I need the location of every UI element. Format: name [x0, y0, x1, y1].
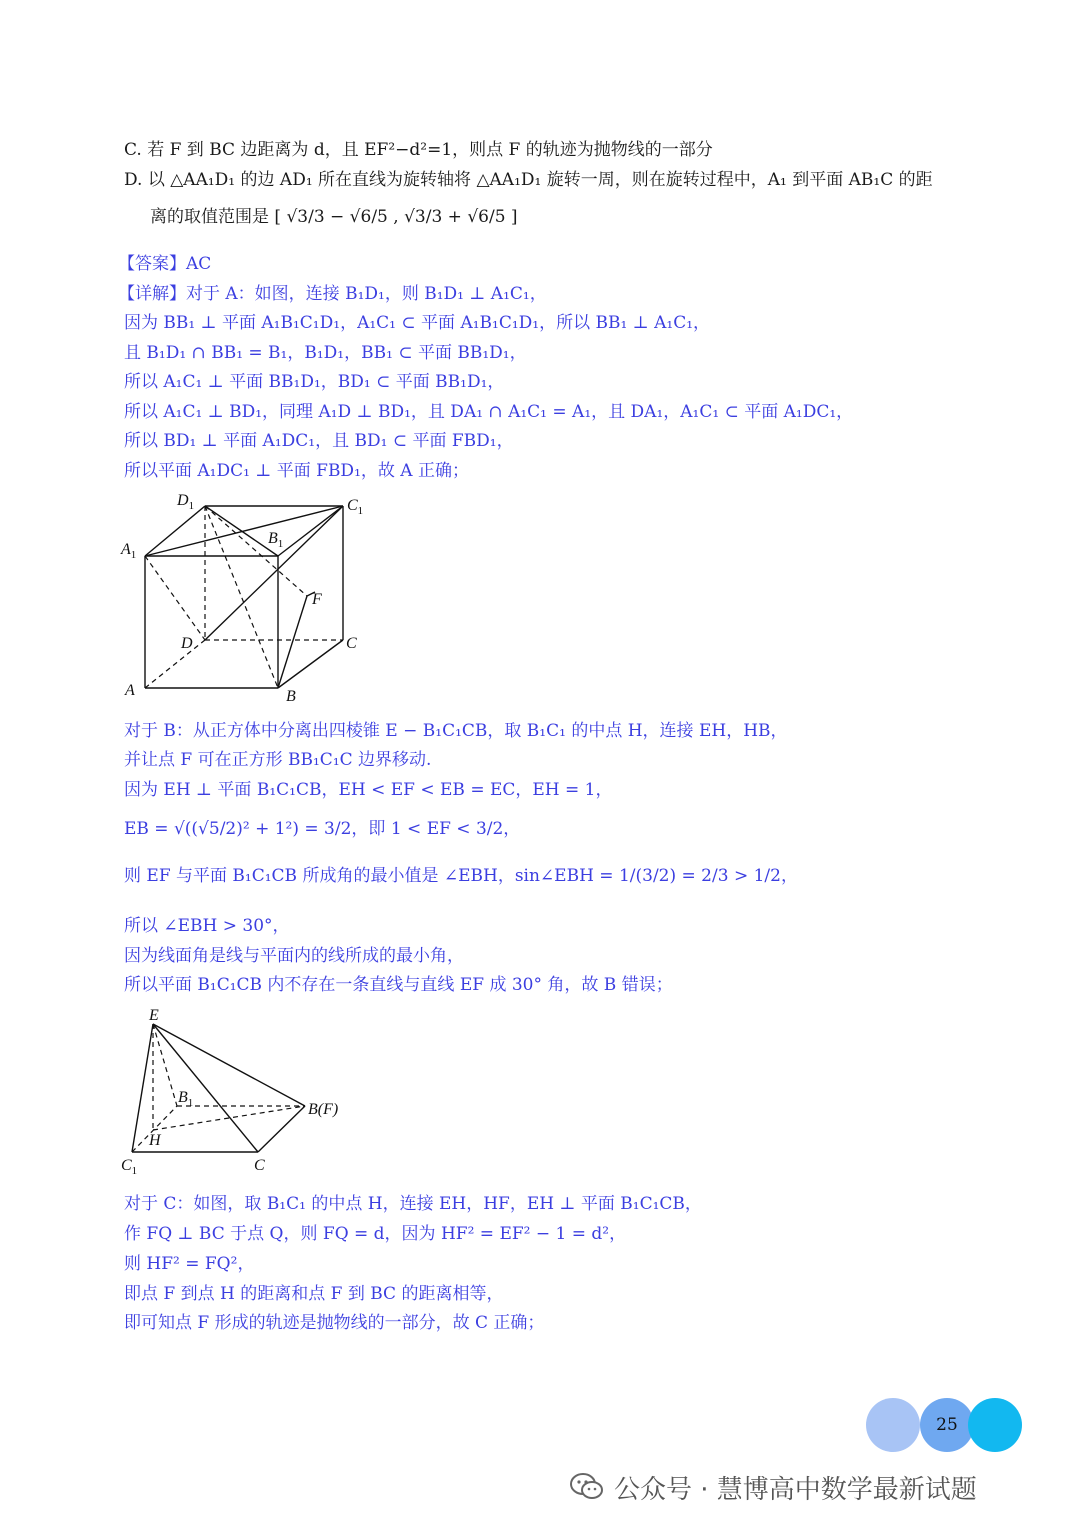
label-b1: $B_1$ — [268, 530, 284, 550]
cube-figure — [115, 488, 385, 710]
label-f: F — [312, 591, 322, 608]
label-e: E — [149, 1007, 159, 1024]
label-c1: $C_1$ — [347, 497, 364, 517]
label-b: B — [286, 688, 296, 705]
page-circle-right — [968, 1398, 1022, 1452]
detail-b-line: 所以 ∠EBH > 30°， — [124, 916, 290, 936]
detail-b-line: 因为 EH ⊥ 平面 B₁C₁CB，EH < EF < EB = EC，EH = 1， — [124, 780, 613, 800]
label-c: C — [254, 1157, 265, 1174]
option-d-line1: D. 以 △AA₁D₁ 的边 AD₁ 所在直线为旋转轴将 △AA₁D₁ 旋转一周，则在旋转过程中，A₁ 到平面 AB₁C 的距 — [124, 170, 933, 190]
detail-a-line: 因为 BB₁ ⊥ 平面 A₁B₁C₁D₁，A₁C₁ ⊂ 平面 A₁B₁C₁D₁，所以 BB₁ ⊥ A₁C₁， — [124, 313, 711, 333]
answer-label: 【答案】AC — [118, 254, 212, 274]
edge-c-b — [258, 1106, 305, 1152]
watermark-text: 公众号 · 慧博高中数学最新试题 — [614, 1474, 977, 1505]
hidden-a1-d — [145, 556, 205, 640]
detail-b-line: EB = √((√5/2)² + 1²) = 3/2，即 1 < EF < 3/2， — [124, 819, 521, 839]
pyramid-figure — [115, 1002, 365, 1182]
detail-a-line: 所以平面 A₁DC₁ ⊥ 平面 FBD₁，故 A 正确； — [124, 461, 469, 481]
label-c1: $C_1$ — [121, 1157, 138, 1177]
detail-c-line: 作 FQ ⊥ BC 于点 Q，则 FQ = d，因为 HF² = EF² − 1 = d²， — [124, 1224, 627, 1244]
option-d-range: [ √3/3 − √6/5 , √3/3 + √6/5 ] — [274, 207, 518, 227]
diag-d-c1 — [205, 506, 343, 640]
detail-b-line: 则 EF 与平面 B₁C₁CB 所成角的最小值是 ∠EBH，sin∠EBH = 1/(3/2) = 2/3 > 1/2， — [124, 866, 798, 886]
detail-b-line: 对于 B：从正方体中分离出四棱锥 E − B₁C₁CB，取 B₁C₁ 的中点 H，连接 EH，HB， — [124, 721, 788, 741]
detail-b-line: 因为线面角是线与平面内的线所成的最小角， — [124, 946, 464, 966]
watermark — [570, 1467, 977, 1507]
detail-a-line: 且 B₁D₁ ∩ BB₁ = B₁，B₁D₁，BB₁ ⊂ 平面 BB₁D₁， — [124, 343, 527, 363]
detail-a-line: 所以 A₁C₁ ⊥ BD₁，同理 A₁D ⊥ BD₁，且 DA₁ ∩ A₁C₁ = A₁，且 DA₁，A₁C₁ ⊂ 平面 A₁DC₁， — [124, 402, 854, 422]
hidden-h-b — [153, 1106, 305, 1130]
detail-b-line: 所以平面 B₁C₁CB 内不存在一条直线与直线 EF 成 30° 角，故 B 错误； — [124, 975, 673, 995]
detail-a-line: 所以 A₁C₁ ⊥ 平面 BB₁D₁，BD₁ ⊂ 平面 BB₁D₁， — [124, 372, 505, 392]
option-d-line2 — [150, 205, 518, 229]
segment-b-f — [278, 596, 307, 688]
edge-e-b — [153, 1024, 305, 1106]
hidden-e-b1 — [153, 1024, 177, 1106]
label-d1: $D_1$ — [177, 492, 195, 512]
detail-c-line: 即点 F 到点 H 的距离和点 F 到 BC 的距离相等， — [124, 1284, 504, 1304]
label-h: H — [149, 1132, 161, 1149]
detail-c-line: 则 HF² = FQ²， — [124, 1254, 255, 1274]
option-d-prefix: 离的取值范围是 — [150, 207, 269, 227]
detail-b-line: 并让点 F 可在正方形 BB₁C₁C 边界移动. — [124, 750, 432, 770]
option-c: C. 若 F 到 BC 边距离为 d，且 EF²−d²=1，则点 F 的轨迹为抛物线的一部分 — [124, 140, 713, 160]
label-a: A — [125, 682, 135, 699]
label-c: C — [346, 635, 357, 652]
page-circle-left — [866, 1398, 920, 1452]
hidden-a-d — [145, 640, 205, 688]
page-number: 25 — [936, 1415, 958, 1435]
label-b-f: B(F) — [308, 1101, 339, 1118]
edge-b-c — [278, 640, 343, 688]
label-b1: $B_1$ — [178, 1089, 194, 1109]
detail-a-line: 所以 BD₁ ⊥ 平面 A₁DC₁，且 BD₁ ⊂ 平面 FBD₁， — [124, 431, 514, 451]
label-d: D — [181, 635, 193, 652]
label-a1: $A_1$ — [121, 541, 137, 561]
detail-c-line: 即可知点 F 形成的轨迹是抛物线的一部分，故 C 正确； — [124, 1313, 545, 1333]
detail-a-line: 【详解】对于 A：如图，连接 B₁D₁，则 B₁D₁ ⊥ A₁C₁， — [118, 284, 547, 304]
edge-e-c — [153, 1024, 258, 1152]
wechat-icon — [570, 1472, 604, 1502]
detail-c-line: 对于 C：如图，取 B₁C₁ 的中点 H，连接 EH，HF，EH ⊥ 平面 B₁C₁CB， — [124, 1194, 702, 1214]
